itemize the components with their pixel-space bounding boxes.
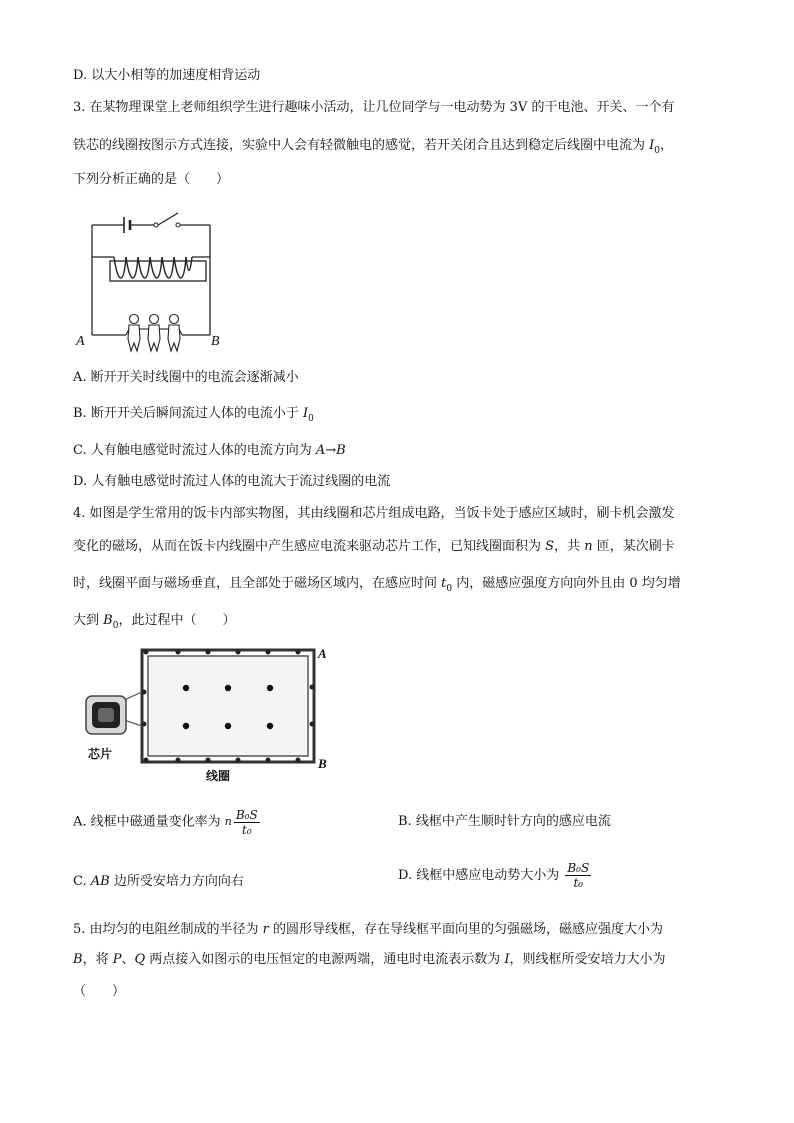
q5-stem-line1: 5. 由均匀的电阻丝制成的半径为 r 的圆形导线框，存在导线框平面向里的匀强磁场，磁感应强度大小为 [73,922,664,937]
q3-stem-line2: 铁芯的线圈按图示方式连接，实验中人会有轻微触电的感觉，若开关闭合且达到稳定后线圈中电流为 $I_0$， [73,138,674,156]
q3-option-b: B. 断开开关后瞬间流过人体的电流小于 $I_0$ [73,406,314,424]
q4-card-figure [78,642,348,782]
q3-stem-line3: 下列分析正确的是（ ） [73,172,230,187]
q3-circuit-figure [74,205,234,355]
q4-chip-label: 芯片 [88,747,113,761]
q4-option-a-fraction: $\frac{\text{B₀S}}{\text{t₀}}$ [235,807,258,837]
q3-stem-line1: 3. 在某物理课堂上老师组织学生进行趣味小活动，让几位同学与一电动势为 3V 的干电池、开关、一个有 [73,100,675,115]
q4-label-a: A [318,646,327,661]
q3-option-a: A. 断开开关时线圈中的电流会逐渐减小 [73,370,299,385]
q2-option-d: D. 以大小相等的加速度相背运动 [73,68,261,83]
q4-option-d: D. 线框中感应电动势大小为 $\frac{\text{B₀S}}{\text{t₀}}$ [398,861,590,890]
q4-coil-label: 线圈 [206,769,231,782]
q4-option-c: C. AB 边所受安培力方向向右 [73,874,244,889]
q4-option-a: A. 线框中磁通量变化率为 n $\frac{\text{B₀S}}{\text{t₀}}$ [73,807,258,837]
q3-option-d: D. 人有触电感觉时流过人体的电流大于流过线圈的电流 [73,474,391,489]
q3-label-b: B [211,334,220,349]
q4-option-b: B. 线框中产生顺时针方向的感应电流 [398,814,611,829]
q3-option-c: C. 人有触电感觉时流过人体的电流方向为 A→B [73,443,346,458]
q4-stem-line1: 4. 如图是学生常用的饭卡内部实物图，其由线圈和芯片组成电路，当饭卡处于感应区域时，刷卡机会激发 [73,506,675,521]
q5-stem-line2: B，将 P、Q 两点接入如图示的电压恒定的电源两端，通电时电流表示数为 I，则线框所受安培力大小为 [73,952,666,967]
q4-option-d-fraction: $\frac{\text{B₀S}}{\text{t₀}}$ [567,861,590,890]
q4-label-b: B [318,756,327,771]
q4-stem-line3: 时，线圈平面与磁场垂直，且全部处于磁场区域内，在感应时间 $t_0$ 内，磁感应强度方向向外且由 0 均匀增 [73,576,681,594]
q3-label-a: A [76,334,85,349]
q4-stem-line4: 大到 $B_0$，此过程中（ ） [73,613,236,631]
q5-stem-line3: （ ） [73,984,126,999]
q4-stem-line2: 变化的磁场，从而在饭卡内线圈中产生感应电流来驱动芯片工作，已知线圈面积为 S，共 n 匝，某次刷卡 [73,539,675,554]
